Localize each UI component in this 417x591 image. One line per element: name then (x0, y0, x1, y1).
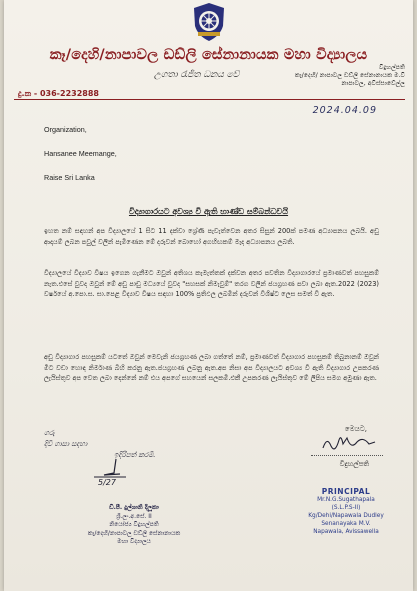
school-crest-logo (192, 2, 226, 42)
stamp-line: Napawala, Avissawella (313, 529, 379, 535)
stamp-title: PRINCIPAL (321, 487, 371, 496)
stamp-line: මහා විද්‍යාලය (117, 538, 151, 545)
stamp-line: Kg/Dehi/Napawala Dudley (308, 513, 384, 519)
recipient-line: Organization, (44, 125, 87, 134)
school-name: කෑ/දෙහි/නාපාවල ඩඩ්ලි සේනානායක මහා විද්‍යාලය (49, 47, 368, 63)
school-motto: උගතා රැජිත ධනය වේ (154, 70, 240, 80)
body-paragraph: ඉහත නම් සඳහන් අප විද්‍යාලයේ 1 සිට 11 දක්වා ශ්‍රේණි පැවැත්වෙන අතර සිසුන් 200ක් පමණ අධ්‍යාපනය ලබයි. අඩු ආදායම් ලබන පවුල් වලින් පැමිණෙන මේ දරුවන් බොහෝ අගහිඟකම් මැද අධ්‍යාපනය ලබති. (44, 227, 379, 246)
stamp-line: Senanayaka M.V. (321, 521, 371, 527)
recipient-line: Hansanee Meemange, (44, 149, 117, 158)
stamp-line: ශ්‍රී.ලං.අ.සේ. II (116, 512, 152, 520)
stamp-line: නියෝජ්‍ය විදුහල්පති (109, 521, 159, 528)
closing-phrase: මෙයට, (344, 425, 367, 433)
deputy-sign-number: 5/27 (98, 478, 116, 487)
body-paragraph: අඩු විද්‍යාගාර පහසුකම් යටතේ ඔවුන් මෙවැනි ජයග්‍රහණ ලබා ගත්තේ නම්, ප්‍රමාණවත් විද්‍යාගාර පහසුකම් තිබුනානම් ඔවුන් මීට වඩා හොඳ නිර්මාණ බිහි කරනු ඇත.ජයග්‍රහණ ලබනු ඇත.අප නිසා අප විද්‍යාලයට අවශ්‍ය වී ඇති විද්‍යාගාර උපකරණ ලැයිස්තුව අප වෙත ලබා දෙන්නේ නම් එය අපගේ සහයෙන් සලකමි.එකී උපකරණ ලැයිස්තුව මේ ලිපිය සමග අමුණා ඇත. (44, 353, 379, 382)
deputy-signature (86, 457, 136, 493)
recipient-line: Raise Sri Lanka (44, 173, 95, 182)
letter-date: 2024.04.09 (312, 105, 377, 116)
body-paragraph: විද්‍යාලයේ විද්‍යාව විෂය ඉගෙන ගැනීමට ඔවුන් අතිශය කැමැත්තක් දක්වන අතර පවතින විද්‍යාගාරයේ ප්‍රමාණවත් පහසුකම් නැත.එසේ වුවද ඔවුන් මේ අඩු පාඩු මධ්‍යයේ වුවද "සහසක් නිමැවුම්" තරග වලින් ජයග්‍රහණ පවා ලබා ඇත.2022 (2023) වර්ෂයේ අ.පො.ස. සා.පෙළ විද්‍යාව විෂය සඳහා 100% ප්‍රතිඵල ලබමින් දරුවන් විශිෂ්ට ලෙස සමත් වී ඇත. (44, 269, 379, 298)
stamp-line: (S.L.P.S-II) (331, 505, 361, 511)
deputy-stamp (84, 504, 184, 547)
stamp-line: කෑ/දෙහි/නාපාවල ඩඩ්ලි සේනානායක (87, 529, 181, 537)
principal-signature (317, 432, 379, 456)
letter-page (4, 0, 413, 591)
address-line: නාපාවල, අවිස්සාවේල්ල (341, 80, 405, 87)
letterhead-divider (14, 99, 405, 100)
address-line: කෑ/දෙහි/ නාපාවල ඩඩ්ලි සේනානායක ම.වි (294, 72, 405, 79)
handwritten-line: ඉදිරිපත් කරමි. (114, 451, 156, 459)
principal-stamp (291, 488, 401, 536)
address-line: විදුහල්පති (379, 64, 405, 71)
signature-line (311, 455, 383, 456)
stamp-line: ඩී.පී. දුල්ශානි දිලූකා (109, 504, 159, 511)
handwritten-line: දිවි ගාසා සදහා (44, 440, 88, 448)
handwritten-line: ගරු (44, 429, 55, 437)
stamp-line: Mr.N.G.Sugathapala (317, 497, 375, 503)
phone-number: දු.ක - 036-2232888 (18, 89, 99, 98)
letter-subject: විද්‍යාගාරයට අවශ්‍ය වී ඇති භාණ්ඩ සම්බන්ධවයි (128, 207, 289, 216)
principal-title: විදුහල්පති (339, 460, 369, 468)
letterhead-address (235, 64, 405, 88)
